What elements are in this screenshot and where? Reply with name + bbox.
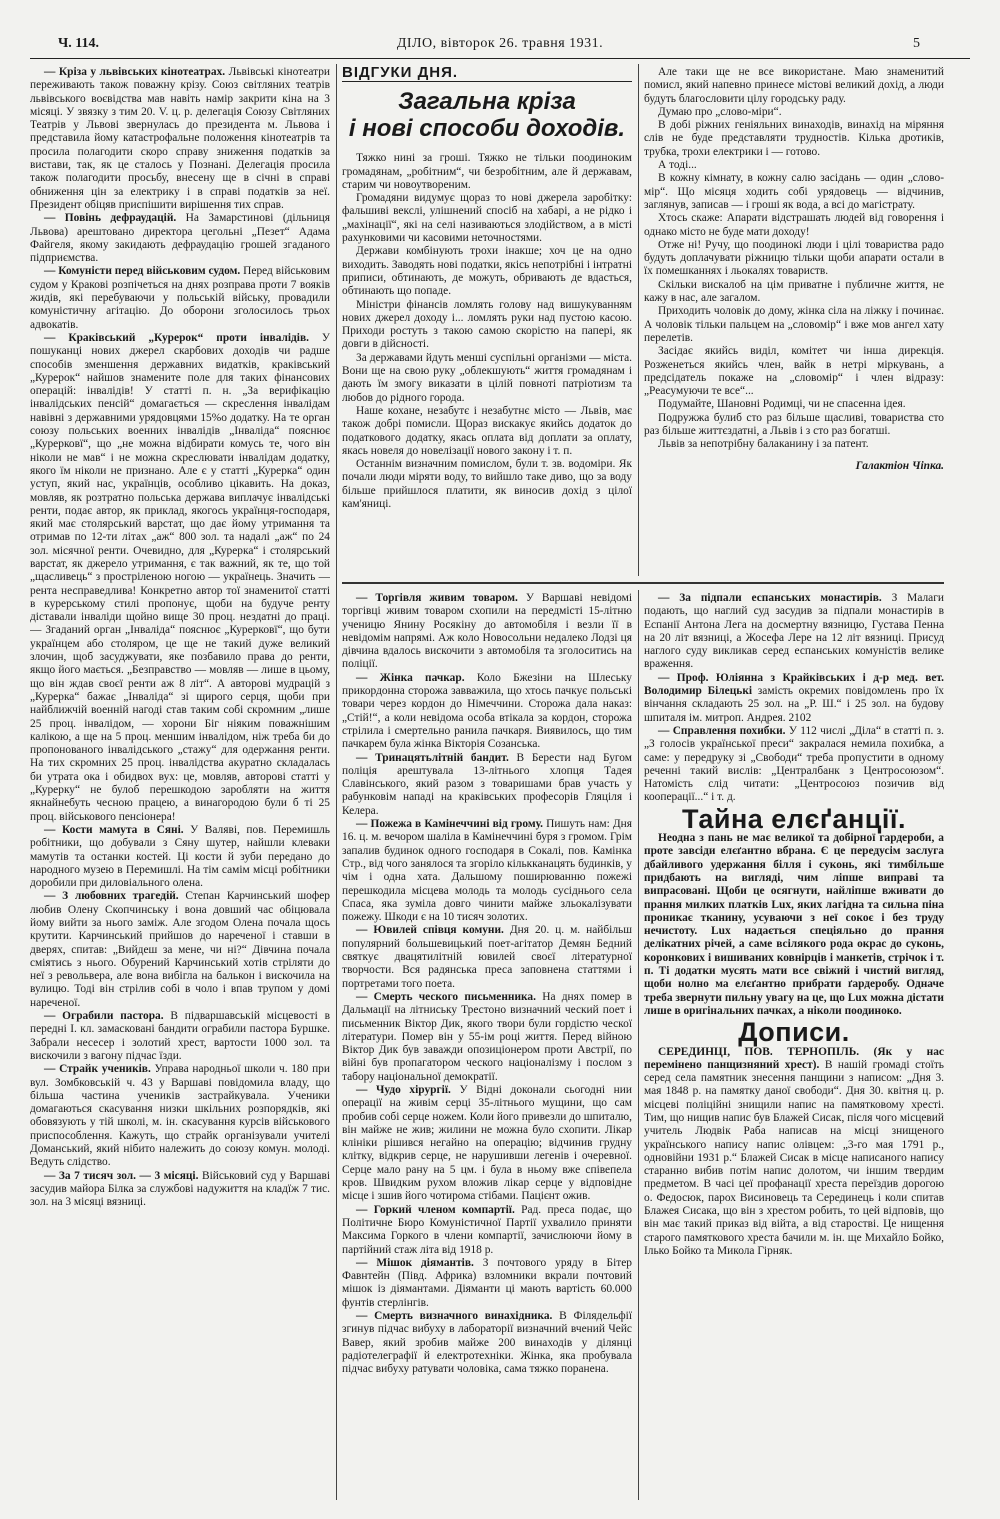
advertisement-title: Тайна елєґанції. <box>682 803 906 834</box>
news-item-heading: — За 7 тисяч зол. — 3 місяці. <box>44 1169 199 1182</box>
news-item-text: У пошуканці нових джерел скарбових доходів чи радше способів зменшення державних видатків, краківський „Курерок“ найшов знамените поле для таких фінансових операцій: інвалідів! У статті п. н. „За верифікацію інвалідських пенсій“ домагається — скреслення інвалідам навівні з державними урядовцями 15%о додатку. На те орган союзу польських военних інвалідів „Інваліда“ пояснює „Курерковї“, що „не можна відбирати комусь те, чого він ніколи не мав“ і не можна скреслювати інвалідам додатку, якого їм ніколи не признано. Але є у статті „Курерка“ один уступ, який нас, українців, особливо цікавить. На доказ, мовляв, як розтратно польська держава виплачує інвалідські ренти, подає автор, як приклад, якогось українця-господаря, який має столярський варстат, що дає йому утримання та отримав по 12-ти літах „аж“ 800 зол. та надалі „аж“ по 24 зол. місячної ренти. Очевидно, для „Курерка“ і столярський варстат, як джерело утримання, є так важний, як те, що той „щасливець“ з простріленою ногою — українець. Значить — рента несправедлива! Конкретно автор тої знаменитої статті в курерському стилі пропонує, щоби на будуче ренту діставали інваліди щойно вище 30 проц. нездатні до праці. — Згаданий орган „Інваліда“ пояснює „Курерковї“, що бути українцем або столяром, це ще не такий дуже великий злочин, щоб засуджувати, яке позбавило права до ренти, якщо його мається. „Безправство — мовляв — лише в цьому, що він ждав своєї ренти аж 8 літ“. А авторові мудрацій з „Курерка“ бажає „Інваліда“ зі щирого серця, щоби при найближчій военній нагоді став таким собі скромним „лише 25 проц. інвалідом, — хорони Біг ніяким поважнішим калікою, а ще на 5 проц. меншим інвалідом, ніж треба би до пропонованого інвалідського „стажу“ для одержання ренти. На тих скромних 25 проц. інвалідства акуратно складалась би утрата ока і обидвох вух: це, мовляв, авторові статті у „Курерку“ не булоб перешкодою заробляти на життя якнайнебуть чесною працею, а винагородою були б ті 25 проц. військового пенсіонера! <box>30 331 330 823</box>
news-item <box>30 212 330 265</box>
news-item <box>30 890 330 1010</box>
news-item-text: У Валяві, пов. Перемишль робітники, що добували з Сяну шутер, найшли клеваки мамутів та останки костей. Ці кости й зуби передано до народного музею в Перемишлі. На тім самім місці робітники доробили при диловіального олена. <box>30 823 330 890</box>
column-local-news <box>30 66 330 1496</box>
news-item-heading: — Чудо хірургії. <box>356 1083 451 1096</box>
news-item-text: Степан Карчинський шофер любив Олену Скопчинську і вона довший час обіцювала йому вийти за нього заміж. Але згодом Олена почала щось крутити. Карчинський прийшов до нареченої і ставши в дверях, спитав: „Вийдеш за мене, чи ні?“ Дівчина почала сміятись з нього. Обурений Карчинський хотів стріляти до неї з револьвера, але вона вибігла на балькон і вискочила на вулицю. Тоді він стрілив собі в чоло і впав трупом у домі нареченої. <box>30 890 330 1009</box>
paragraph: В добі ріжних геніяльних винаходів, винахід на міряння слів не буде представляти трудностів. Кілька дротиків, трубка, трохи електрики і — готово. <box>644 119 944 158</box>
feuilleton-body <box>342 152 632 511</box>
news-item-heading: — Горкий членом компартії. <box>356 1203 515 1216</box>
news-item-heading: — З любовних трагедій. <box>44 890 179 903</box>
news-item <box>342 991 632 1084</box>
news-item-heading: — Ювилей співця комуни. <box>356 924 504 937</box>
news-item-text: Управа народньої школи ч. 180 при вул. Зомбковській ч. 43 у Варшаві повідомила владу, що більша частина учеників застрайкувала. Ученики домагаються скасування низки шкільних розпорядків, які обовязують у тій школі, м. ін. скасування курсів військового приспособлення. Кажуть, що страйк організували учителі Доманський, який нібито належить до союзу комун. молоді. Ведуть слідство. <box>30 1063 330 1169</box>
news-item-heading: — Комуністи перед військовим судом. <box>44 265 241 278</box>
news-item-text: Коло Бжезіни на Шлеську прикордонна сторожа завважила, що хтось пачкує польські товари через кордон до Німеччини. Сторожа дала наказ: „Стій!“, а коли невідома особа втікала за кордон, сторожа стрілила і смертельно ранила пачкаря. Виявилось, що тим пачкарем була жінка Вікторія Созанська. <box>342 671 632 751</box>
news-item-heading: — Тринацятьлітній бандит. <box>356 751 509 764</box>
headline-line-1: Загальна кріза <box>398 88 576 116</box>
masthead <box>30 36 970 59</box>
news-item <box>342 1257 632 1310</box>
paragraph: Наше кохане, незабутє і незабутнє місто — Львів, має також добрі помисли. Щораз вискакує якийсь додаток до податкового додатку, якась оплата від доплати за оплату, якась новеля до новелізації нового закону і т. п. <box>342 404 632 457</box>
news-item-text: У 112 числі „Діла“ в статті п. з. „З голосів української преси“ закралася немила похибка, а саме: у передруку зі „Свободи“ треба пропустити в одному реченні такий вислів: „Централбанк з Центросоюзом“. Натомість слід читати: „Центросоюз позичив від кооперації...“ і т. д. <box>644 724 944 804</box>
paragraph: В кожну кімнату, в кожну салю засідань — один „слово-мір“. Що місяця ходить собі урядовець — відчинив, заглянув, записав — і гроші як вода, а всі до магістрату. <box>644 172 944 211</box>
news-item-text: замість окремих повідомлень про їх вінчання складають 25 зол. на „Р. Ш.“ і 25 зол. на будову шпиталя ім. митроп. Андрея. 2102 <box>644 685 944 724</box>
news-item <box>30 332 330 824</box>
news-item <box>342 818 632 924</box>
news-item-text: На днях помер в Дальмації на літниську Трестоно визначний ческий поет і письменник Віктор Дик, якого твори були гордістю ческої літератури. Помер він у 55-ім році життя. Перед війною Віктор Дик був заважди опозиціонером проти Австрії, по війні був пропагатором ческого націоналізму і послом з табору національної демократії. <box>342 990 632 1083</box>
paragraph: Львів за непотрібну балаканину і за патент. <box>658 438 869 451</box>
news-item <box>30 265 330 331</box>
news-item <box>342 1310 632 1376</box>
column-rule <box>638 64 639 576</box>
paragraph: Подумайте, Шановні Родимці, чи не спасенна ідея. <box>658 398 906 411</box>
column-rule <box>638 590 639 1500</box>
feuilleton-headline <box>342 88 632 142</box>
paragraph: Держави комбінують трохи інакше; хоч це на одно виходить. Заводять нові податки, якісь непотрібні і інтратні приписи, обтинають, де можуть, обривають де вдасться, обтинають що попаде. <box>342 245 632 298</box>
news-item-text: Пишуть нам: Дня 16. ц. м. вечором шаліла в Камінеччині буря з громом. Грім запалив будинок одного господаря в Сокалі, пов. Камінка Стр., від чого занялося та згоріло кількканацять будинків, у чім і одна хата. Дальшому поширюванню пожежі перешкодила місцева молодь та молодь сусіднього села Спаса, яка зуміла довго чинити майже зльокалізувати пожежу. Шкоди є на 10 тисяч золотих. <box>342 818 632 924</box>
news-item-heading: — За підпали еспанських монастирів. <box>658 592 882 604</box>
paragraph: Але таки ще не все використане. Маю знаменитий помисл, який напевно принесе містові великий дохід, а люди будуть благословити цілу городську раду. <box>644 66 944 105</box>
paragraph: Міністри фінансів ломлять голову над вишукуванням нових джерел доходу і... ломлять руки над пустою касою. Приходи ростуть з такою самою скорістю на папері, як довги в дійсності. <box>342 298 632 351</box>
correspondence-title: Дописи. <box>738 1017 850 1048</box>
news-item-text: В Берести над Бугом поліція арештувала 13-літнього хлопця Тадея Славінського, який разом з товаришами брав участь у рабунковім нападі на краківських професорів Гляціля і Келера. <box>342 751 632 817</box>
paragraph: Засідає якийсь виділ, комітет чи інша дирекція. Розженеться якийсь член, вайк в нетрі міркувань, а предсідатель покаже на „словомір“ і член відразу: „Реасумуючи те все“... <box>644 345 944 398</box>
column-rule <box>336 64 337 1500</box>
news-item-heading: — Торгівля живим товаром. <box>356 592 518 604</box>
news-item-heading: — Смерть ческого письменника. <box>356 990 536 1003</box>
paragraph: Тяжко нині за гроші. Тяжко не тільки поодиноким громадянам, „робітним“, чи безробітним, але й державам, старим чи новоутвореним. <box>342 152 632 191</box>
paragraph: А тоді... <box>658 159 697 172</box>
author-signature: Галактіон Чіпка. <box>855 459 944 472</box>
paragraph: Думаю про „слово-міри“. <box>658 105 782 118</box>
paragraph: Скільки вискалоб на цім приватне і публичне життя, не кажу в нас, але загалом. <box>644 278 944 305</box>
news-item <box>30 1010 330 1063</box>
paragraph: Хтось скаже: Апарати відстрашать людей від говорення і однако місто не буде мати доходу! <box>644 212 944 238</box>
correspondence-heading: СЕРЕДИНЦІ, ПОВ. ТЕРНОПІЛЬ. (Як у нас перемінено панщизняний хрест). <box>644 1045 944 1071</box>
news-item-text: На Замарстинові (дільниця Львова) арештовано директора цегольні „Пезет“ Адама Файгеля, якому закидають дефраудацію грошей згаданого підприємства. <box>30 212 330 265</box>
correspondence-body: В нашій громаді стоїть серед села памятник знесення панщини з написом: „Дня 3. мая 1848 р. на памятку даної свободи“. Дня 30. квітня ц. р. місцеві поліційні знищили напис на памятковому хресті. Тим, що нищив напис був Блажей Сисак, після чого місцевий учитель Людвік Раба написав на місці знищеного українського напису напис олівцем: „3-го мая 1791 р., одновійни 1931 р.“ Блажей Сисак в місце написаного напису старанно вибив потім напис долотом, чи іншим твердим предметом. В часі цеї профанації хреста переїздив дорогою о. Федосюк, парох Висиновець та Серединець і коли спитав Блажея Сисака, що він з хрестом робить, то цей відповів, що він має такий приказ від війта, а від старостві. Це нищення старого памяткового хреста бачили м. ін. ще Михайло Бойко, Ілько Бойко та Микола Гірняк. <box>644 1058 944 1257</box>
news-item-heading: — Пожежа в Камінеччині від грому. <box>356 818 543 831</box>
issue-number: Ч. 114. <box>58 36 100 51</box>
column-feuilleton-cont <box>644 66 944 574</box>
news-item <box>30 824 330 890</box>
news-item-text: В підваршавській місцевості в передні І. кл. замасковані бандити ограбили пастора Буршке. Забрали несесер і золотий хрест, вартости 1000 зол. та вискочили з вагону підчас їзди. <box>30 1010 330 1062</box>
rubric-title: ВІДГУКИ ДНЯ. <box>342 66 632 82</box>
news-item-heading: — Кріза у львівських кінотеатрах. <box>44 66 226 78</box>
correspondence-text <box>644 1046 944 1259</box>
news-item <box>30 1063 330 1169</box>
news-item-text: У Варшаві невідомі торгівці живим товаром схопили на передмісті 15-літню ученицю Янину Росякіну до автомобіля і везли її в невідомім напрямі. Аж коло Новосольни недалеко Лодзі ця дівчина вдалось вискочити з автомобіля та зголоситись на поліції. <box>342 592 632 671</box>
news-item-text: Перед військовим судом у Кракові розпічеться на днях розправа проти 7 вояків жидів, які перебуваючи у польській війську, провадили комуністичну агітацію. До оборони зголосилось трьох адвокатів. <box>30 265 330 331</box>
news-item-heading: — Ограбили пастора. <box>44 1010 164 1023</box>
news-item-heading: — Мішок діямантів. <box>356 1256 474 1269</box>
column-world-news <box>342 592 632 1496</box>
news-item <box>342 1204 632 1257</box>
notices-list <box>644 592 944 805</box>
news-item <box>342 924 632 990</box>
paragraph: Подружжа булиб сто раз більше щасливі, товариства сто раз більше життєздатні, а Львів і з сто раз богатші. <box>644 411 944 438</box>
news-item <box>644 592 944 672</box>
paragraph: Приходить чоловік до дому, жінка сіла на ліжку і починає. А чоловік тільки пальцем на „словомір“ і вже мов ангел хату перелетів. <box>644 305 944 344</box>
news-item-text: З Малаги подають, що наглий суд засудив за підпали монастирів в Еспанії Антона Лега на досмертну вязницю, Густава Пенна на 20 літ вязниці, а Жосефа Лере на 12 літ вязниці. Присуд наглого суду викликав серед еспанських комуністів велике враження. <box>644 592 944 671</box>
news-item <box>342 592 632 672</box>
paragraph: Громадяни видумує щораз то нові джерела заробітку: фальшиві векслі, улішнений спосіб на хабарі, а не рідко і „махінації“, які на селі називаються злодійством, а в місті рахунковими чи касовими неточностями. <box>342 192 632 245</box>
headline-line-2: і нові способи доходів. <box>348 115 626 143</box>
news-item-text: З почтового уряду в Бітер Фавнтейн (Півд. Африка) взломники вкрали почтовий мішок із діямантами. Діяманти ці мають вартість 60.000 фунтів стерлінгів. <box>342 1256 632 1309</box>
newspaper-date-line: ДІЛО, вівторок 26. травня 1931. <box>396 36 604 51</box>
news-item <box>30 1170 330 1210</box>
page-number: 5 <box>913 36 920 51</box>
column-feuilleton <box>342 66 632 574</box>
news-item <box>644 725 944 805</box>
feuilleton-cont-body <box>644 66 944 452</box>
news-item <box>342 1084 632 1204</box>
news-item-text: У Відні доконали сьогодні нии операції на живім серці 35-літнього мущини, що сам пробив собі серце ножем. Коли його привезли до шпиталю, він майже не жив; жилини не можна було схопити. Лікар клініки рішився негайно на операцію; відчинив грудну клітку, відкрив серце, не нарушивши легенів і очеревної. Серце мало рану на 5 цм. і була в ньому вже співепела кров. Швидким рухом вложив лікар серце у відповідне місце і зшив його чотирома стібами. Пацієнт ожив. <box>342 1083 632 1203</box>
news-item <box>30 66 330 212</box>
section-rule <box>342 582 944 584</box>
paragraph: Останнім визначним помислом, були т. зв. водоміри. Як почали люди міряти воду, то вийшло таке диво, що за воду більше прийшлося платити, як виносив дохід з цілої кам'яниці. <box>342 458 632 511</box>
news-item <box>342 672 632 752</box>
news-item-text: В Філядельфії згинув підчас вибуху в лабораторії визначний вчений Чейс Вавер, який зробив майже 200 винаходів у ділянці радіотелеграфії й електротехніки. Жінка, яка пробувала підчас вибуху ратувати чоловіка, сама тяжко поранена. <box>342 1310 632 1376</box>
advertisement-text: Неодна з пань не має великої та добірної гардероби, а проте завсіди елєґантно вбрана. Є це передусім заслуга дбайливого удержання білля і суконь, які тимбільше придбають на вигляді, чим ліпше виправі та випрасовані. Щоби це осягнути, найліпше вживати до прання милких платків Lux, яких лагідна та сильна піна проникає тканину, усуваючи з неї сокоє і без труду нечистоту. Lux надається спеціяльно до прання делікатних річей, а саме всілякого рода окрас до суконь, коронкових і вишиваних ковнірців і манкетів, стрічок і т. п. Ті додатки мусять мати все свіжий і чистий вигляд, щоби нолно ма елєґантно прибрати ґардеробу. Одначе треба звернути пильну увагу на це, що Lux можна дістати лише в оригінальних пачках, а ніколи поодиноко. <box>644 832 944 1017</box>
news-item-text: Львівські кінотеатри переживають також поважну крізу. Союз світляних театрів львівського воєвідства мав навіть намір закрити кіна на 3 місяці. У звязку з тим 20. V. ц. р. делегація Союзу Світляних Театрів у Львові звернулась до президента м. Львова і представила йому катастрофальне положення кінотеатрів та просила полагодити скоро справу зниження податків за вистави, так, як це сталось у Познані. Делегація просила також полагодити просьбу, внесену ще в січні в справі обниження цін за електрику і в справі податків за неї. Президент обіцяв приспішити вирішення тих справ. <box>30 66 330 211</box>
paragraph: За державами йдуть менші суспільні організми — міста. Вони ще на свою руку „облекшують“ життя громадянам і дають їм змогу виказати в цілій повноті патріотизм та любов до рідного города. <box>342 351 632 404</box>
news-item-heading: — Страйк учеників. <box>44 1063 151 1076</box>
news-item <box>644 672 944 725</box>
news-item-heading: — Проф. Юліянна з Крайківських і д-р мед. вет. Володимир Білецькі <box>644 671 944 698</box>
news-item-text: Дня 20. ц. м. найбільш популярний большевицький поет-агітатор Демян Бедний святкує двацятилітній ювилей своєї літературної творчости. Вся радянська преса заповнена статтями і портретами того поета. <box>342 924 632 990</box>
news-item-heading: — Смерть визначного винахідника. <box>356 1310 553 1323</box>
news-item-heading: — Жінка пачкар. <box>356 671 465 684</box>
news-item-text: Рад. преса подає, що Політичне Бюро Комуністичної Партії ухвалило приняти Максима Горкого в члени компартії, зачислюючи йому в партійний стаж літа від 1918 р. <box>342 1203 632 1256</box>
news-item <box>342 752 632 818</box>
news-item-text: Військовий суд у Варшаві засудив майора Білка за службові надужиття на кладїж 7 тис. зол. на 3 місяці вязниці. <box>30 1169 330 1209</box>
news-item-heading: — Повінь дефраудацій. <box>44 212 177 225</box>
news-item-heading: — Кости мамута в Сяні. <box>44 823 184 836</box>
paragraph: Отже ні! Ручу, що поодинокі люди і цілі товариства радо будуть доплачувати ріжницю тільки щоби апарати остали в їх помешканнях і льокалях товариств. <box>644 238 944 278</box>
news-item-heading: — Краківський „Курерок“ проти інвалідів. <box>44 331 309 344</box>
news-item-heading: — Справлення похибки. <box>658 724 786 737</box>
column-notices <box>644 592 944 1496</box>
